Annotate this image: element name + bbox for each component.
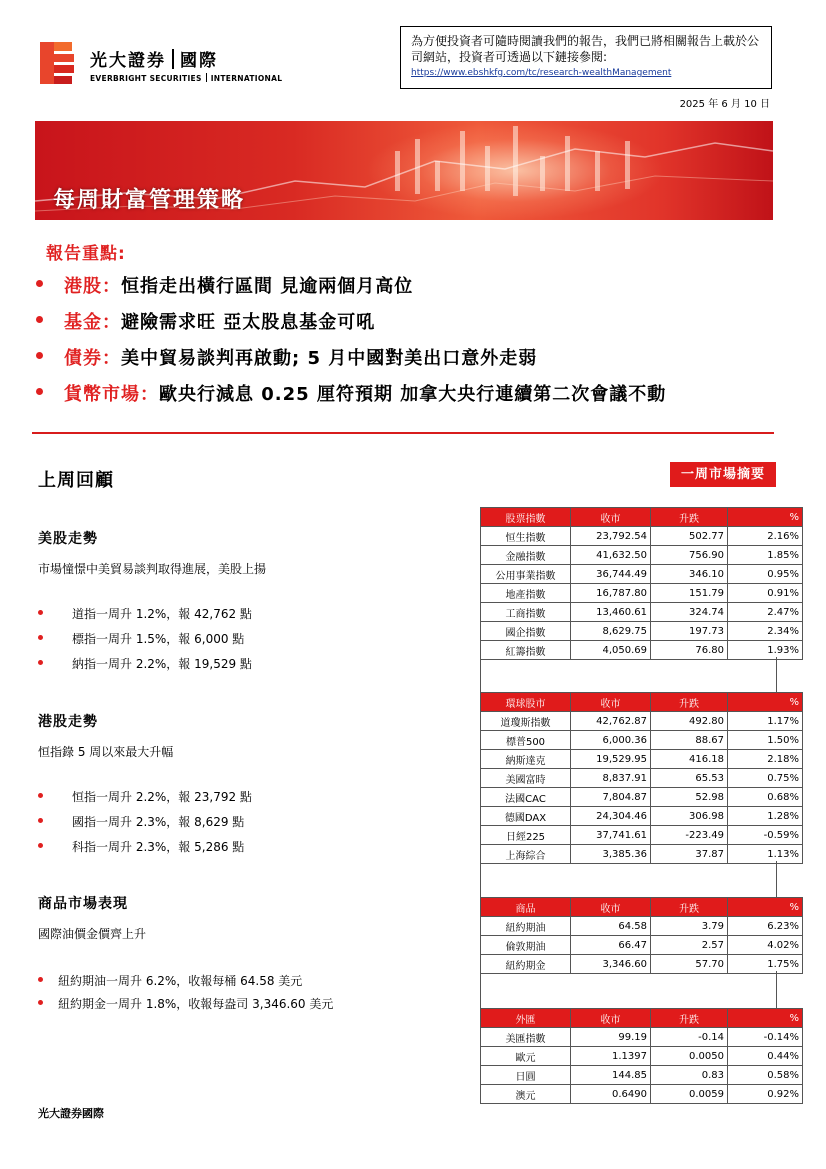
notice-text: 為方便投資者可隨時閱讀我們的報告，我們已將相關報告上載於公司網站，投資者可透過以下鏈接參閱: bbox=[411, 34, 760, 64]
bullet-icon bbox=[38, 660, 43, 665]
hk-market-bullet: 恒指一周升 2.2%，報 23,792 點 bbox=[38, 788, 252, 813]
table-row bbox=[481, 731, 803, 750]
us-market-bullet: 標指一周升 1.5%，報 6,000 點 bbox=[38, 630, 266, 655]
fx-table bbox=[480, 1008, 803, 1104]
bullet-icon bbox=[38, 977, 43, 982]
row-label: 納斯達克 bbox=[481, 750, 571, 769]
table-cell: 0.0050 bbox=[651, 1047, 728, 1066]
section-divider bbox=[32, 432, 774, 434]
table-row bbox=[481, 788, 803, 807]
table-cell: 492.80 bbox=[651, 712, 728, 731]
hk-market-bullet: 科指一周升 2.3%，報 5,286 點 bbox=[38, 838, 252, 863]
table-cell: 8,837.91 bbox=[571, 769, 651, 788]
table-row bbox=[481, 1066, 803, 1085]
row-label: 公用事業指數 bbox=[481, 565, 571, 584]
table-cell: 4.02% bbox=[728, 936, 803, 955]
table-cell: 416.18 bbox=[651, 750, 728, 769]
table-cell: 197.73 bbox=[651, 622, 728, 641]
global-markets-table bbox=[480, 692, 803, 864]
us-market-bullet: 納指一周升 2.2%，報 19,529 點 bbox=[38, 655, 266, 680]
report-banner bbox=[35, 121, 773, 220]
table-cell: 502.77 bbox=[651, 527, 728, 546]
table-cell: 4,050.69 bbox=[571, 641, 651, 660]
table-cell: 6.23% bbox=[728, 917, 803, 936]
company-logo bbox=[40, 42, 283, 86]
column-header: 升跌 bbox=[651, 898, 728, 917]
column-header: 外匯 bbox=[481, 1009, 571, 1028]
bullet-icon bbox=[36, 280, 43, 287]
commodities-table bbox=[480, 897, 803, 974]
column-header: % bbox=[728, 508, 803, 527]
table-cell: 756.90 bbox=[651, 546, 728, 565]
row-label: 美國富時 bbox=[481, 769, 571, 788]
table-cell: 41,632.50 bbox=[571, 546, 651, 565]
row-label: 紐約期金 bbox=[481, 955, 571, 974]
table-cell: 306.98 bbox=[651, 807, 728, 826]
table-header-row bbox=[481, 1009, 803, 1028]
logo-chinese-name: 光大證券 國際 bbox=[90, 51, 218, 71]
commodity-bullet: 紐約期油一周升 6.2%，收報每桶 64.58 美元 bbox=[38, 972, 333, 995]
table-cell: 1.93% bbox=[728, 641, 803, 660]
table-cell: 3.79 bbox=[651, 917, 728, 936]
table-row bbox=[481, 1028, 803, 1047]
table-cell: 1.13% bbox=[728, 845, 803, 864]
table-row bbox=[481, 527, 803, 546]
hk-market-desc: 恒指錄 5 周以來最大升幅 bbox=[38, 745, 174, 759]
hk-indices-table bbox=[480, 507, 803, 660]
everbright-logo-icon bbox=[40, 42, 76, 84]
table-cell: 0.75% bbox=[728, 769, 803, 788]
table-row bbox=[481, 1047, 803, 1066]
market-summary-badge: 一周市場摘要 bbox=[670, 462, 776, 487]
row-label: 工商指數 bbox=[481, 603, 571, 622]
table-cell: 52.98 bbox=[651, 788, 728, 807]
table-cell: 2.18% bbox=[728, 750, 803, 769]
row-label: 道瓊斯指數 bbox=[481, 712, 571, 731]
website-notice-box bbox=[400, 26, 772, 89]
bullet-icon bbox=[38, 635, 43, 640]
key-points-list bbox=[36, 272, 796, 416]
table-cell: 0.92% bbox=[728, 1085, 803, 1104]
table-cell: 0.83 bbox=[651, 1066, 728, 1085]
table-cell: 37.87 bbox=[651, 845, 728, 864]
row-label: 國企指數 bbox=[481, 622, 571, 641]
table-cell: 1.28% bbox=[728, 807, 803, 826]
table-row bbox=[481, 936, 803, 955]
column-header: 收市 bbox=[571, 693, 651, 712]
table-cell: -0.14% bbox=[728, 1028, 803, 1047]
table-row bbox=[481, 603, 803, 622]
table-cell: 24,304.46 bbox=[571, 807, 651, 826]
research-website-link[interactable]: https://www.ebshkfg.com/tc/research-wealthManagement bbox=[411, 68, 672, 78]
row-label: 日圓 bbox=[481, 1066, 571, 1085]
table-cell: 76.80 bbox=[651, 641, 728, 660]
bullet-icon bbox=[38, 610, 43, 615]
bullet-icon bbox=[38, 1000, 43, 1005]
commodity-title: 商品市場表現 bbox=[38, 896, 128, 912]
table-row bbox=[481, 546, 803, 565]
table-cell: 57.70 bbox=[651, 955, 728, 974]
row-label: 紅籌指數 bbox=[481, 641, 571, 660]
table-cell: 13,460.61 bbox=[571, 603, 651, 622]
table-header-row bbox=[481, 693, 803, 712]
table-row bbox=[481, 712, 803, 731]
row-label: 地產指數 bbox=[481, 584, 571, 603]
column-header: 收市 bbox=[571, 1009, 651, 1028]
table-cell: 7,804.87 bbox=[571, 788, 651, 807]
footer-company: 光大證券國際 bbox=[38, 1107, 104, 1120]
report-date: 2025 年 6 月 10 日 bbox=[679, 99, 770, 110]
table-cell: 8,629.75 bbox=[571, 622, 651, 641]
bullet-icon bbox=[36, 352, 43, 359]
commodity-bullet: 紐約期金一周升 1.8%，收報每盎司 3,346.60 美元 bbox=[38, 995, 333, 1018]
key-point-item: 基金：避險需求旺 亞太股息基金可吼 bbox=[36, 308, 796, 344]
hk-market-bullet: 國指一周升 2.3%，報 8,629 點 bbox=[38, 813, 252, 838]
table-row bbox=[481, 565, 803, 584]
us-market-desc: 市場憧憬中美貿易談判取得進展，美股上揚 bbox=[38, 562, 267, 576]
table-row bbox=[481, 917, 803, 936]
table-row bbox=[481, 826, 803, 845]
column-header: 升跌 bbox=[651, 693, 728, 712]
column-header: 股票指數 bbox=[481, 508, 571, 527]
logo-english-name: EVERBRIGHT SECURITIES INTERNATIONAL bbox=[90, 74, 283, 83]
key-point-item: 港股：恒指走出橫行區間 見逾兩個月高位 bbox=[36, 272, 796, 308]
table-row bbox=[481, 622, 803, 641]
key-points-title: 報告重點: bbox=[46, 244, 126, 264]
banner-title: 每周財富管理策略 bbox=[53, 188, 246, 213]
table-cell: -223.49 bbox=[651, 826, 728, 845]
table-cell: 2.34% bbox=[728, 622, 803, 641]
table-cell: 23,792.54 bbox=[571, 527, 651, 546]
table-row bbox=[481, 750, 803, 769]
bullet-icon bbox=[38, 843, 43, 848]
table-cell: 2.57 bbox=[651, 936, 728, 955]
row-label: 倫敦期油 bbox=[481, 936, 571, 955]
table-row bbox=[481, 769, 803, 788]
row-label: 金融指數 bbox=[481, 546, 571, 565]
table-cell: -0.59% bbox=[728, 826, 803, 845]
table-cell: 0.58% bbox=[728, 1066, 803, 1085]
column-header: 收市 bbox=[571, 508, 651, 527]
table-cell: 6,000.36 bbox=[571, 731, 651, 750]
table-cell: 65.53 bbox=[651, 769, 728, 788]
table-cell: 151.79 bbox=[651, 584, 728, 603]
row-label: 紐約期油 bbox=[481, 917, 571, 936]
hk-market-section bbox=[38, 711, 252, 863]
table-cell: 0.91% bbox=[728, 584, 803, 603]
us-market-section bbox=[38, 528, 266, 680]
bullet-icon bbox=[36, 388, 43, 395]
column-header: % bbox=[728, 898, 803, 917]
table-cell: 88.67 bbox=[651, 731, 728, 750]
table-cell: -0.14 bbox=[651, 1028, 728, 1047]
bullet-icon bbox=[38, 818, 43, 823]
table-gap bbox=[480, 971, 777, 1009]
table-cell: 36,744.49 bbox=[571, 565, 651, 584]
table-gap bbox=[480, 657, 777, 694]
row-label: 日經225 bbox=[481, 826, 571, 845]
table-header-row bbox=[481, 898, 803, 917]
us-market-title: 美股走勢 bbox=[38, 531, 98, 547]
table-cell: 1.75% bbox=[728, 955, 803, 974]
table-cell: 1.50% bbox=[728, 731, 803, 750]
table-row bbox=[481, 807, 803, 826]
table-cell: 19,529.95 bbox=[571, 750, 651, 769]
column-header: % bbox=[728, 1009, 803, 1028]
row-label: 上海綜合 bbox=[481, 845, 571, 864]
row-label: 歐元 bbox=[481, 1047, 571, 1066]
column-header: 升跌 bbox=[651, 1009, 728, 1028]
table-cell: 0.6490 bbox=[571, 1085, 651, 1104]
us-market-bullet: 道指一周升 1.2%，報 42,762 點 bbox=[38, 605, 266, 630]
column-header: % bbox=[728, 693, 803, 712]
table-cell: 0.95% bbox=[728, 565, 803, 584]
table-gap bbox=[480, 861, 777, 898]
key-point-item: 貨幣市場：歐央行減息 0.25 厘符預期 加拿大央行連續第二次會議不動 bbox=[36, 380, 796, 416]
table-row bbox=[481, 584, 803, 603]
table-cell: 0.68% bbox=[728, 788, 803, 807]
table-cell: 1.85% bbox=[728, 546, 803, 565]
table-cell: 37,741.61 bbox=[571, 826, 651, 845]
commodity-section bbox=[38, 893, 333, 1018]
table-cell: 99.19 bbox=[571, 1028, 651, 1047]
column-header: 商品 bbox=[481, 898, 571, 917]
review-title: 上周回顧 bbox=[38, 470, 114, 491]
column-header: 環球股市 bbox=[481, 693, 571, 712]
table-cell: 16,787.80 bbox=[571, 584, 651, 603]
table-cell: 0.0059 bbox=[651, 1085, 728, 1104]
table-cell: 1.17% bbox=[728, 712, 803, 731]
table-header-row bbox=[481, 508, 803, 527]
table-cell: 3,346.60 bbox=[571, 955, 651, 974]
table-cell: 0.44% bbox=[728, 1047, 803, 1066]
row-label: 標普500 bbox=[481, 731, 571, 750]
table-cell: 144.85 bbox=[571, 1066, 651, 1085]
column-header: 升跌 bbox=[651, 508, 728, 527]
table-cell: 66.47 bbox=[571, 936, 651, 955]
key-point-item: 債券：美中貿易談判再啟動; 5 月中國對美出口意外走弱 bbox=[36, 344, 796, 380]
hk-market-title: 港股走勢 bbox=[38, 714, 98, 730]
table-cell: 2.16% bbox=[728, 527, 803, 546]
table-cell: 1.1397 bbox=[571, 1047, 651, 1066]
row-label: 恒生指數 bbox=[481, 527, 571, 546]
table-cell: 64.58 bbox=[571, 917, 651, 936]
column-header: 收市 bbox=[571, 898, 651, 917]
bullet-icon bbox=[38, 793, 43, 798]
table-cell: 42,762.87 bbox=[571, 712, 651, 731]
table-cell: 324.74 bbox=[651, 603, 728, 622]
bullet-icon bbox=[36, 316, 43, 323]
row-label: 德國DAX bbox=[481, 807, 571, 826]
table-cell: 3,385.36 bbox=[571, 845, 651, 864]
table-cell: 2.47% bbox=[728, 603, 803, 622]
table-cell: 346.10 bbox=[651, 565, 728, 584]
commodity-desc: 國際油價金價齊上升 bbox=[38, 927, 147, 941]
row-label: 法國CAC bbox=[481, 788, 571, 807]
row-label: 澳元 bbox=[481, 1085, 571, 1104]
row-label: 美匯指數 bbox=[481, 1028, 571, 1047]
table-row bbox=[481, 1085, 803, 1104]
